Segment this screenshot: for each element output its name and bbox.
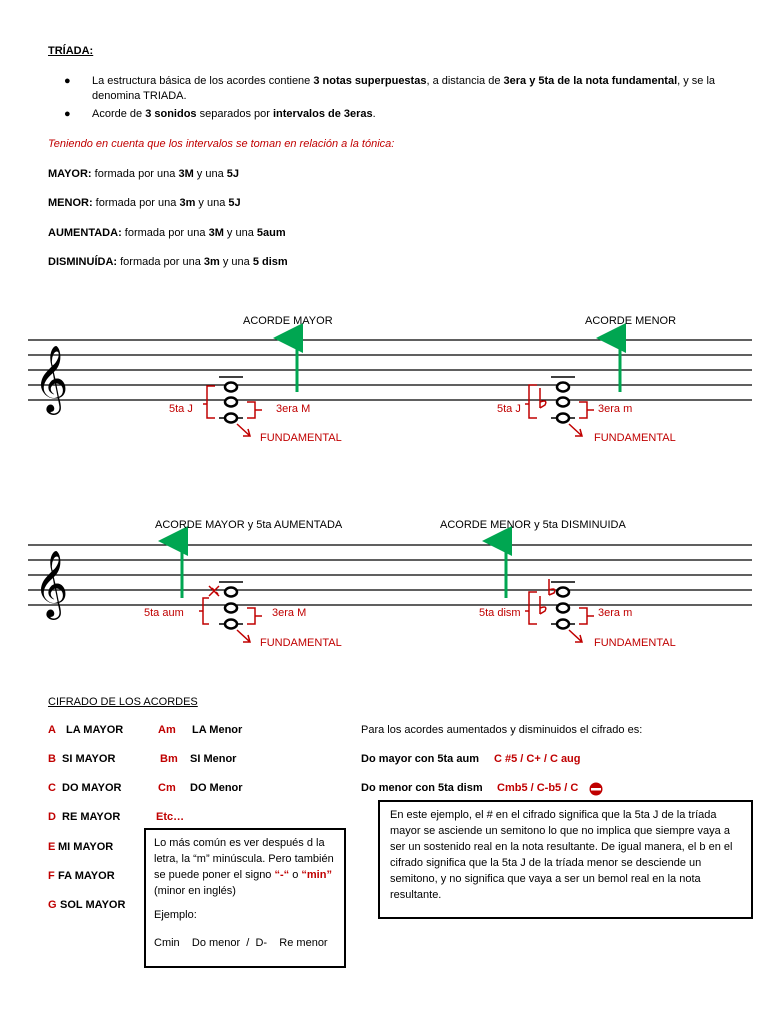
example-label: Ejemplo: <box>154 909 197 921</box>
label-third: 3era m <box>598 403 633 415</box>
chord-name: LA MAYOR <box>66 724 124 736</box>
chord-name: RE MAYOR <box>62 811 121 823</box>
minor-name: DO Menor <box>190 782 243 794</box>
def-mayor: MAYOR: formada por una 3M y una 5J <box>48 168 240 180</box>
def-menor: MENOR: formada por una 3m y una 5J <box>48 197 241 209</box>
chord-letter: E <box>48 841 56 853</box>
label-fifth: 5ta J <box>169 403 193 415</box>
treble-clef-icon: 𝄞 <box>34 344 69 412</box>
dim-symbols: Cmb5 / C-b5 / C <box>497 782 579 794</box>
chord-title-mayor: ACORDE MAYOR <box>243 315 333 327</box>
note-box-right <box>378 800 753 919</box>
label-third: 3era M <box>272 607 307 619</box>
note-third <box>225 398 237 407</box>
label-third: 3era m <box>598 607 633 619</box>
note-root <box>225 414 237 423</box>
label-root: FUNDAMENTAL <box>260 637 342 649</box>
cifrado-title: CIFRADO DE LOS ACORDES <box>48 696 198 708</box>
label-fifth: 5ta aum <box>144 607 184 619</box>
chord-name: FA MAYOR <box>58 870 115 882</box>
minor-name: SI Menor <box>190 753 237 765</box>
flat-icon <box>540 388 546 408</box>
chord-name: DO MAYOR <box>62 782 122 794</box>
root-arrow-icon <box>237 424 250 436</box>
minor-symbol: Cm <box>158 782 176 794</box>
def-disminuida: DISMINUÍDA: formada por una 3m y una 5 dism <box>48 256 288 268</box>
third-bracket <box>247 402 255 418</box>
note-box-left <box>144 828 346 968</box>
staff-1 <box>28 338 752 436</box>
def-aumentada: AUMENTADA: formada por una 3M y una 5aum <box>48 227 286 239</box>
label-third: 3era M <box>276 403 311 415</box>
dim-label: Do menor con 5ta dism <box>361 782 483 794</box>
minus-circle-icon <box>590 783 603 796</box>
chord-letter: F <box>48 870 55 882</box>
double-sharp-icon <box>209 586 219 596</box>
chord-title-dism: ACORDE MENOR y 5ta DISMINUIDA <box>440 519 626 531</box>
aug-label: Do mayor con 5ta aum <box>361 753 479 765</box>
minor-symbol: Etc… <box>156 811 185 823</box>
note-fifth <box>225 383 237 392</box>
label-fifth: 5ta J <box>497 403 521 415</box>
staff-2 <box>28 541 752 642</box>
chord-letter: D <box>48 811 56 823</box>
root-arrow-icon <box>569 630 582 642</box>
chord-name: SOL MAYOR <box>60 899 126 911</box>
fifth-bracket <box>207 386 215 418</box>
chord-title-aum: ACORDE MAYOR y 5ta AUMENTADA <box>155 519 343 531</box>
label-root: FUNDAMENTAL <box>594 637 676 649</box>
root-arrow-icon <box>569 424 582 436</box>
chord-letter: C <box>48 782 56 794</box>
box-right-text: En este ejemplo, el # en el cifrado significa que la 5ta J de la tríada mayor se asciende un semitono lo que no implica que siempre vaya a ser un sostenido real en la nota resultante. De igual manera, el b en el cifrado significa que la 5ta J de la tríada menor se desciende un semitono, y no significa que vaya a ser un bemol real en la nota resultante. <box>390 809 733 901</box>
section-title: TRÍADA: <box>48 45 94 57</box>
root-arrow-icon <box>237 630 250 642</box>
chord-title-menor: ACORDE MENOR <box>585 315 677 327</box>
minor-symbol: Bm <box>160 753 178 765</box>
example-text: Cmin Do menor / D- Re menor <box>154 937 328 949</box>
bullet-1: ● La estructura básica de los acordes contiene 3 notas superpuestas, a distancia de 3era y 5ta de la nota fundamental, y se la denomina TRIADA. <box>64 75 716 102</box>
minor-symbol: Am <box>158 724 176 736</box>
aug-symbols: C #5 / C+ / C aug <box>494 753 581 765</box>
chord-letter: A <box>48 724 56 736</box>
minor-name: LA Menor <box>192 724 243 736</box>
label-root: FUNDAMENTAL <box>260 432 342 444</box>
chord-letter: B <box>48 753 56 765</box>
box-left-text: Lo más común es ver después d la letra, la “m” minúscula. Pero también se puede poner el signo “-“ o “min” (minor en inglés) <box>154 837 334 897</box>
treble-clef-icon: 𝄞 <box>34 549 69 617</box>
chord-name: MI MAYOR <box>58 841 114 853</box>
chord-letter: G <box>48 899 57 911</box>
tonic-note: Teniendo en cuenta que los intervalos se toman en relación a la tónica: <box>48 138 395 150</box>
label-fifth: 5ta dism <box>479 607 521 619</box>
chord-name: SI MAYOR <box>62 753 116 765</box>
bullet-2: ● Acorde de 3 sonidos separados por intervalos de 3eras. <box>64 108 376 120</box>
aug-dim-intro: Para los acordes aumentados y disminuidos el cifrado es: <box>361 724 643 736</box>
chord-4-notes <box>540 579 575 629</box>
label-root: FUNDAMENTAL <box>594 432 676 444</box>
